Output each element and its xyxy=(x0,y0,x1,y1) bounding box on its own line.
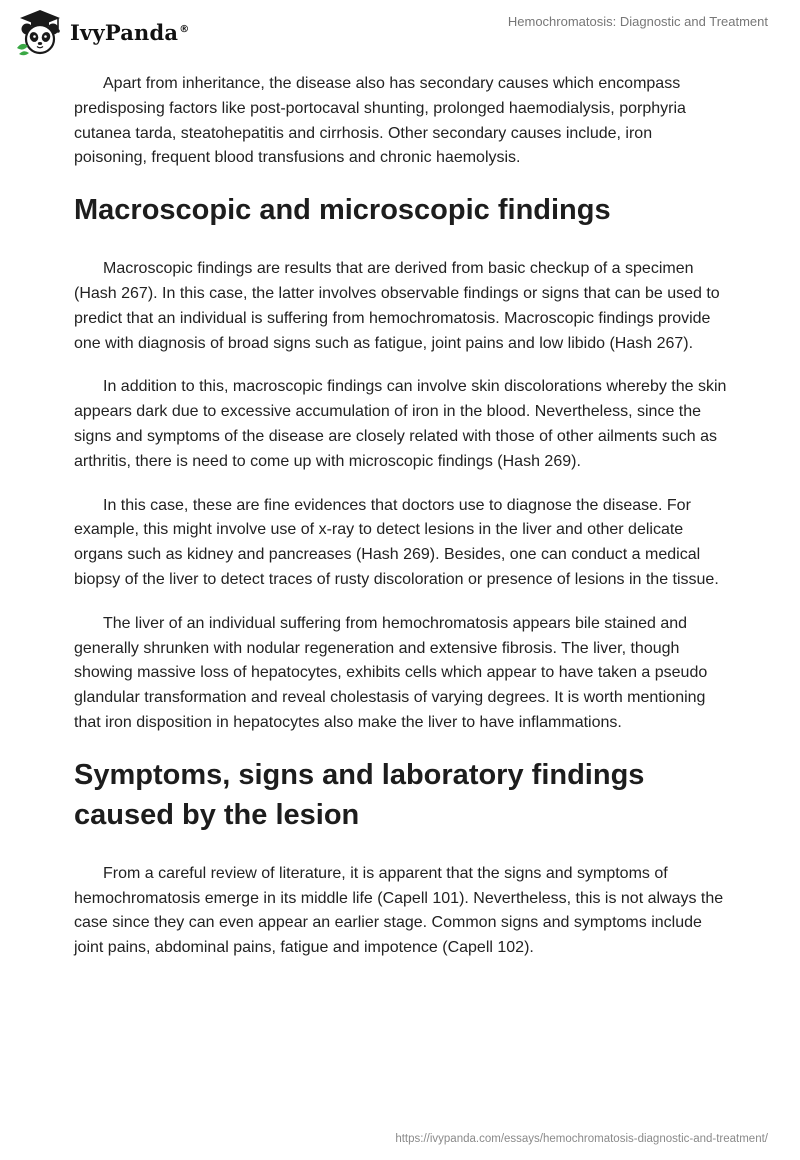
panda-graduate-icon xyxy=(14,8,66,56)
paragraph-macro-2: In addition to this, macroscopic findings can involve skin discolorations whereby the skin appears dark due to excessive accumulation of iron in the blood. Nevertheless, since the signs and symptoms of the disease are closely related with those of other ailments such as arthritis, there is need to come up with microscopic findings (Hash 269). xyxy=(74,378,727,470)
heading-symptoms: Symptoms, signs and laboratory findings caused by the lesion xyxy=(74,758,645,831)
paragraph-intro: Apart from inheritance, the disease also has secondary causes which encompass predisposing factors like post-portocaval shunting, prolonged haemodialysis, porphyria cutanea tarda, steatohepatitis and cirrhosis. Other secondary causes include, iron poisoning, frequent blood transfusions and chronic haemolysis. xyxy=(74,75,686,167)
document-title: Hemochromatosis: Diagnostic and Treatment xyxy=(507,14,768,29)
brand-name: IvyPanda® xyxy=(70,19,190,45)
registered-mark: ® xyxy=(179,23,190,35)
essay-body xyxy=(74,72,729,980)
source-url-link[interactable]: https://ivypanda.com/essays/hemochromatosis-diagnostic-and-treatment/ xyxy=(395,1133,768,1145)
paragraph-macro-1: Macroscopic findings are results that are derived from basic checkup of a specimen (Hash 267). In this case, the latter involves observable findings or signs that can be used to predict that an individual is suffering from hemochromatosis. Macroscopic findings provide one with diagnosis of broad signs such as fatigue, joint pains and low libido (Hash 267). xyxy=(74,260,720,352)
brand-logo[interactable] xyxy=(14,8,189,56)
paragraph-macro-3: In this case, these are fine evidences that doctors use to diagnose the disease. For example, this might involve use of x-ray to detect lesions in the liver and other delicate organs such as kidney and pancreases (Hash 269). Besides, one can conduct a medical biopsy of the liver to detect traces of rusty discoloration or presence of lesions in the tissue. xyxy=(74,496,719,588)
page-header xyxy=(0,0,800,60)
paragraph-symptoms-1: From a careful review of literature, it is apparent that the signs and symptoms of hemochromatosis emerge in its middle life (Capell 101). Nevertheless, this is not always the case since they can even appear an earlier stage. Common signs and symptoms include joint pains, abdominal pains, fatigue and impotence (Capell 102). xyxy=(74,864,724,957)
heading-macroscopic-findings: Macroscopic and microscopic findings xyxy=(74,194,611,227)
paragraph-macro-4: The liver of an individual suffering from hemochromatosis appears bile stained and generally shrunken with nodular regeneration and extensive fibrosis. The liver, though showing massive loss of hepatocytes, exhibits cells which appear to have taken a pseudo glandular transformation and reveal cholestasis of varying degrees. It is worth mentioning that iron disposition in hepatocytes also make the liver to have inflammations. xyxy=(74,614,708,731)
